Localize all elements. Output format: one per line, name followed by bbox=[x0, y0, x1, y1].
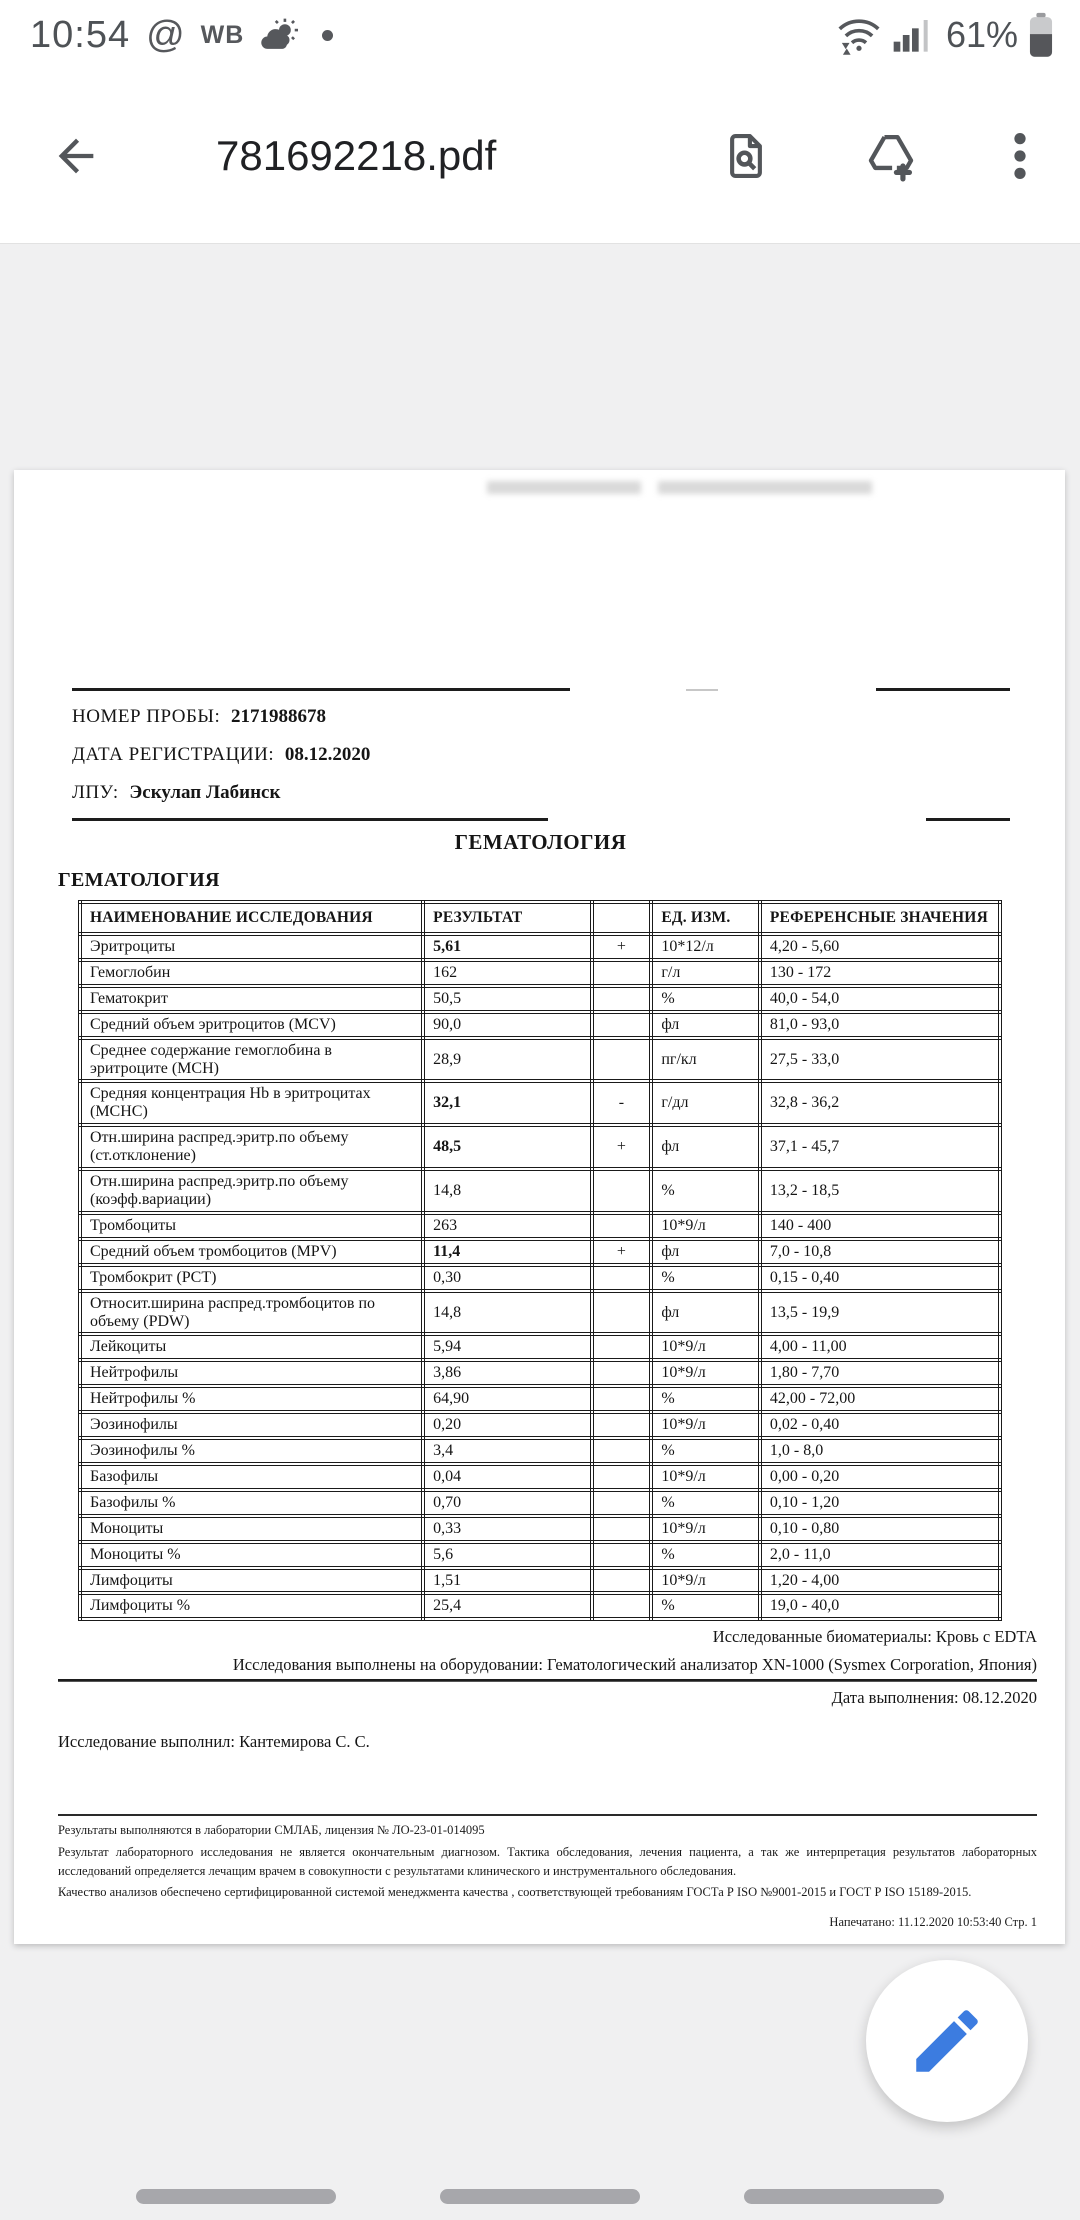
cell-name: Нейтрофилы bbox=[80, 1360, 423, 1386]
footer-text-line: Качество анализов обеспечено сертифицированной системой менеджмента качества , соответствующей требованиям ГОСТа Р ISO №9001-2015 и ГОСТ Р ISO 15189-2015. bbox=[58, 1885, 972, 1900]
cell-result: 11,4 bbox=[423, 1239, 591, 1265]
cell-reference: 130 - 172 bbox=[760, 960, 1000, 986]
col-header-reference: РЕФЕРЕНСНЫЕ ЗНАЧЕНИЯ bbox=[760, 902, 1000, 934]
col-header-unit: ЕД. ИЗМ. bbox=[651, 902, 760, 934]
wifi-icon bbox=[836, 14, 882, 56]
edit-fab[interactable] bbox=[866, 1960, 1028, 2122]
cell-unit: % bbox=[651, 1265, 760, 1291]
navigation-bar bbox=[0, 2189, 1080, 2204]
add-to-drive-button[interactable] bbox=[864, 129, 918, 183]
cell-name: Отн.ширина распред.эритр.по объему (ст.отклонение) bbox=[80, 1125, 423, 1169]
table-row bbox=[80, 1516, 1000, 1542]
cell-reference: 13,5 - 19,9 bbox=[760, 1291, 1000, 1335]
cell-name: Лимфоциты bbox=[80, 1568, 423, 1594]
cell-name: Гемоглобин bbox=[80, 960, 423, 986]
cell-name: Лимфоциты % bbox=[80, 1593, 423, 1619]
printed-line: Напечатано: 11.12.2020 10:53:40 Стр. 1 bbox=[829, 1914, 1037, 1929]
document-header bbox=[72, 698, 370, 812]
find-in-page-button[interactable] bbox=[720, 130, 772, 182]
table-row bbox=[80, 1125, 1000, 1169]
table-row bbox=[80, 1542, 1000, 1568]
cell-flag bbox=[592, 1593, 652, 1619]
cell-reference: 0,10 - 0,80 bbox=[760, 1516, 1000, 1542]
lpu-value: Эскулап Лабинск bbox=[129, 782, 281, 803]
registration-date-label: ДАТА РЕГИСТРАЦИИ: bbox=[72, 744, 275, 765]
cell-reference: 0,10 - 1,20 bbox=[760, 1490, 1000, 1516]
cell-name: Моноциты bbox=[80, 1516, 423, 1542]
cell-result: 3,86 bbox=[423, 1360, 591, 1386]
cell-unit: фл bbox=[651, 1125, 760, 1169]
cell-name: Средний объем тромбоцитов (MPV) bbox=[80, 1239, 423, 1265]
cell-name: Среднее содержание гемоглобина в эритроците (МСН) bbox=[80, 1038, 423, 1082]
pdf-viewer[interactable] bbox=[0, 244, 1080, 2220]
cell-result: 0,30 bbox=[423, 1265, 591, 1291]
cell-name: Базофилы bbox=[80, 1464, 423, 1490]
table-row bbox=[80, 1291, 1000, 1335]
cell-result: 32,1 bbox=[423, 1081, 591, 1125]
cell-flag bbox=[592, 1386, 652, 1412]
cell-flag bbox=[592, 1012, 652, 1038]
executor-line: Исследование выполнил: Кантемирова С. С. bbox=[58, 1732, 370, 1752]
divider bbox=[686, 689, 718, 691]
document-title: 781692218.pdf bbox=[216, 132, 497, 179]
cell-name: Нейтрофилы % bbox=[80, 1386, 423, 1412]
add-to-drive-icon bbox=[864, 129, 918, 183]
table-row bbox=[80, 1265, 1000, 1291]
back-button[interactable] bbox=[44, 124, 108, 188]
cell-reference: 0,15 - 0,40 bbox=[760, 1265, 1000, 1291]
cell-name: Базофилы % bbox=[80, 1490, 423, 1516]
cell-result: 25,4 bbox=[423, 1593, 591, 1619]
cell-result: 5,94 bbox=[423, 1334, 591, 1360]
cell-result: 5,6 bbox=[423, 1542, 591, 1568]
report-title: ГЕМАТОЛОГИЯ bbox=[454, 830, 627, 854]
table-row bbox=[80, 1464, 1000, 1490]
app-header bbox=[0, 0, 1080, 244]
carrier-label: WB bbox=[200, 20, 245, 49]
divider bbox=[58, 1679, 1037, 1682]
cell-flag bbox=[592, 1464, 652, 1490]
cell-result: 0,70 bbox=[423, 1490, 591, 1516]
cell-reference: 0,00 - 0,20 bbox=[760, 1464, 1000, 1490]
at-sign-icon: @ bbox=[146, 13, 185, 56]
cell-name: Средний объем эритроцитов (MCV) bbox=[80, 1012, 423, 1038]
cell-flag bbox=[592, 960, 652, 986]
cell-name: Эозинофилы bbox=[80, 1412, 423, 1438]
cell-result: 14,8 bbox=[423, 1291, 591, 1335]
cell-flag bbox=[592, 1169, 652, 1213]
divider bbox=[72, 688, 570, 691]
table-row bbox=[80, 1038, 1000, 1082]
cell-reference: 13,2 - 18,5 bbox=[760, 1169, 1000, 1213]
cell-name: Эритроциты bbox=[80, 934, 423, 960]
cell-reference: 42,00 - 72,00 bbox=[760, 1386, 1000, 1412]
results-table-body bbox=[80, 934, 1000, 1619]
cell-name: Средняя концентрация Hb в эритроцитах (МСНС) bbox=[80, 1081, 423, 1125]
cell-unit: 10*9/л bbox=[651, 1213, 760, 1239]
cell-flag bbox=[592, 1038, 652, 1082]
cell-flag bbox=[592, 1438, 652, 1464]
cell-flag bbox=[592, 1516, 652, 1542]
cell-flag bbox=[592, 1334, 652, 1360]
cell-unit: % bbox=[651, 986, 760, 1012]
table-row bbox=[80, 1568, 1000, 1594]
cell-unit: г/дл bbox=[651, 1081, 760, 1125]
cell-reference: 1,80 - 7,70 bbox=[760, 1360, 1000, 1386]
battery-icon bbox=[1028, 12, 1054, 58]
section-title: ГЕМАТОЛОГИЯ bbox=[58, 869, 220, 891]
table-row bbox=[80, 986, 1000, 1012]
table-row bbox=[80, 960, 1000, 986]
cell-flag bbox=[592, 1291, 652, 1335]
cell-result: 0,33 bbox=[423, 1516, 591, 1542]
cell-unit: % bbox=[651, 1542, 760, 1568]
status-right bbox=[836, 12, 1054, 58]
cell-result: 0,20 bbox=[423, 1412, 591, 1438]
cell-flag bbox=[592, 1568, 652, 1594]
cell-reference: 1,20 - 4,00 bbox=[760, 1568, 1000, 1594]
results-table bbox=[78, 900, 1002, 1621]
cell-result: 3,4 bbox=[423, 1438, 591, 1464]
table-row bbox=[80, 1012, 1000, 1038]
toolbar-actions bbox=[720, 129, 1030, 183]
cell-unit: 10*9/л bbox=[651, 1516, 760, 1542]
document-body bbox=[58, 830, 1037, 1752]
table-row bbox=[80, 1239, 1000, 1265]
table-row bbox=[80, 1360, 1000, 1386]
cell-unit: % bbox=[651, 1169, 760, 1213]
cell-name: Отн.ширина распред.эритр.по объему (коэфф.вариации) bbox=[80, 1169, 423, 1213]
cell-unit: фл bbox=[651, 1239, 760, 1265]
cell-unit: 10*12/л bbox=[651, 934, 760, 960]
cell-unit: % bbox=[651, 1490, 760, 1516]
document-footer bbox=[58, 1814, 1037, 1932]
cell-unit: % bbox=[651, 1438, 760, 1464]
cell-result: 64,90 bbox=[423, 1386, 591, 1412]
footer-text-line: Результат лабораторного исследования не является окончательным диагнозом. Тактика обследования, лечения пациента, а так же интерпретация результатов лабораторных исследований определяется лечащим врачем в совокупности с результатами клинического и инструментального обследования. bbox=[58, 1844, 1037, 1878]
nav-recents-button[interactable] bbox=[136, 2189, 336, 2204]
divider bbox=[926, 818, 1010, 821]
status-left bbox=[30, 14, 333, 57]
col-header-result: РЕЗУЛЬТАТ bbox=[423, 902, 591, 934]
cell-flag: - bbox=[592, 1081, 652, 1125]
cell-flag bbox=[592, 986, 652, 1012]
cell-unit: % bbox=[651, 1386, 760, 1412]
cell-unit: 10*9/л bbox=[651, 1334, 760, 1360]
pencil-icon bbox=[906, 2000, 988, 2082]
lpu-line bbox=[72, 774, 370, 812]
cell-name: Относит.ширина распред.тромбоцитов по объему (PDW) bbox=[80, 1291, 423, 1335]
table-row bbox=[80, 1169, 1000, 1213]
cell-unit: пг/кл bbox=[651, 1038, 760, 1082]
divider bbox=[58, 1814, 1037, 1816]
arrow-back-icon bbox=[50, 130, 102, 182]
cell-name: Тромбокрит (PCT) bbox=[80, 1265, 423, 1291]
table-row bbox=[80, 1438, 1000, 1464]
cell-unit: фл bbox=[651, 1012, 760, 1038]
redacted-area bbox=[658, 481, 872, 494]
table-row bbox=[80, 1386, 1000, 1412]
cell-reference: 27,5 - 33,0 bbox=[760, 1038, 1000, 1082]
table-row bbox=[80, 1334, 1000, 1360]
equipment-line: Исследования выполнены на оборудовании: Гематологический анализатор XN-1000 (Sysmex Corporation, Япония) bbox=[232, 1655, 1037, 1675]
cell-result: 5,61 bbox=[423, 934, 591, 960]
col-header-flag bbox=[592, 902, 652, 934]
signal-strength-icon bbox=[892, 15, 932, 55]
cell-unit: 10*9/л bbox=[651, 1464, 760, 1490]
cell-unit: 10*9/л bbox=[651, 1412, 760, 1438]
cell-unit: 10*9/л bbox=[651, 1568, 760, 1594]
status-bar bbox=[0, 0, 1080, 64]
more-vert-icon bbox=[1010, 130, 1030, 182]
battery-percent-label: 61% bbox=[945, 14, 1018, 55]
cell-unit: г/л bbox=[651, 960, 760, 986]
cell-flag bbox=[592, 1360, 652, 1386]
cell-unit: 10*9/л bbox=[651, 1360, 760, 1386]
cell-flag bbox=[592, 1213, 652, 1239]
cell-flag: + bbox=[592, 1239, 652, 1265]
biomaterials-line: Исследованные биоматериалы: Кровь с EDTA bbox=[712, 1627, 1037, 1647]
nav-back-button[interactable] bbox=[744, 2189, 944, 2204]
weather-icon bbox=[260, 17, 300, 53]
cell-unit: фл bbox=[651, 1291, 760, 1335]
divider bbox=[72, 818, 548, 821]
cell-flag bbox=[592, 1265, 652, 1291]
cell-reference: 4,00 - 11,00 bbox=[760, 1334, 1000, 1360]
notification-dot-icon bbox=[322, 30, 333, 41]
registration-date-line bbox=[72, 736, 370, 774]
sample-number-line bbox=[72, 698, 370, 736]
sample-number-value: 2171988678 bbox=[231, 706, 327, 727]
footer-text-line: Результаты выполняются в лаборатории СМЛАБ, лицензия № ЛО-23-01-014095 bbox=[58, 1823, 485, 1838]
table-header-row bbox=[80, 902, 1000, 934]
sample-number-label: НОМЕР ПРОБЫ: bbox=[72, 706, 221, 727]
clock: 10:54 bbox=[30, 13, 131, 56]
execution-date-line: Дата выполнения: 08.12.2020 bbox=[831, 1688, 1037, 1708]
cell-reference: 7,0 - 10,8 bbox=[760, 1239, 1000, 1265]
cell-flag bbox=[592, 1490, 652, 1516]
cell-result: 162 bbox=[423, 960, 591, 986]
table-row bbox=[80, 934, 1000, 960]
table-row bbox=[80, 1490, 1000, 1516]
cell-result: 48,5 bbox=[423, 1125, 591, 1169]
divider bbox=[876, 688, 1010, 691]
cell-reference: 140 - 400 bbox=[760, 1213, 1000, 1239]
cell-reference: 19,0 - 40,0 bbox=[760, 1593, 1000, 1619]
cell-reference: 0,02 - 0,40 bbox=[760, 1412, 1000, 1438]
cell-result: 14,8 bbox=[423, 1169, 591, 1213]
cell-name: Моноциты % bbox=[80, 1542, 423, 1568]
cell-flag: + bbox=[592, 1125, 652, 1169]
cell-result: 50,5 bbox=[423, 986, 591, 1012]
find-in-page-icon bbox=[720, 130, 772, 182]
cell-name: Гематокрит bbox=[80, 986, 423, 1012]
cell-reference: 37,1 - 45,7 bbox=[760, 1125, 1000, 1169]
cell-flag bbox=[592, 1412, 652, 1438]
cell-reference: 81,0 - 93,0 bbox=[760, 1012, 1000, 1038]
cell-flag: + bbox=[592, 934, 652, 960]
cell-reference: 4,20 - 5,60 bbox=[760, 934, 1000, 960]
cell-result: 90,0 bbox=[423, 1012, 591, 1038]
cell-reference: 32,8 - 36,2 bbox=[760, 1081, 1000, 1125]
cell-flag bbox=[592, 1542, 652, 1568]
registration-date-value: 08.12.2020 bbox=[284, 744, 371, 765]
nav-home-button[interactable] bbox=[440, 2189, 640, 2204]
cell-result: 0,04 bbox=[423, 1464, 591, 1490]
table-row bbox=[80, 1412, 1000, 1438]
table-row bbox=[80, 1213, 1000, 1239]
cell-result: 28,9 bbox=[423, 1038, 591, 1082]
table-row bbox=[80, 1081, 1000, 1125]
toolbar bbox=[0, 64, 1080, 248]
cell-reference: 40,0 - 54,0 bbox=[760, 986, 1000, 1012]
col-header-name: НАИМЕНОВАНИЕ ИССЛЕДОВАНИЯ bbox=[80, 902, 423, 934]
cell-reference: 2,0 - 11,0 bbox=[760, 1542, 1000, 1568]
cell-unit: % bbox=[651, 1593, 760, 1619]
cell-name: Тромбоциты bbox=[80, 1213, 423, 1239]
cell-name: Лейкоциты bbox=[80, 1334, 423, 1360]
footer-paragraphs bbox=[58, 1821, 1037, 1903]
cell-result: 263 bbox=[423, 1213, 591, 1239]
lpu-label: ЛПУ: bbox=[72, 782, 119, 803]
pdf-page bbox=[14, 470, 1065, 1944]
table-row bbox=[80, 1593, 1000, 1619]
overflow-menu-button[interactable] bbox=[1010, 130, 1030, 182]
cell-reference: 1,0 - 8,0 bbox=[760, 1438, 1000, 1464]
cell-result: 1,51 bbox=[423, 1568, 591, 1594]
cell-name: Эозинофилы % bbox=[80, 1438, 423, 1464]
redacted-area bbox=[487, 481, 641, 494]
